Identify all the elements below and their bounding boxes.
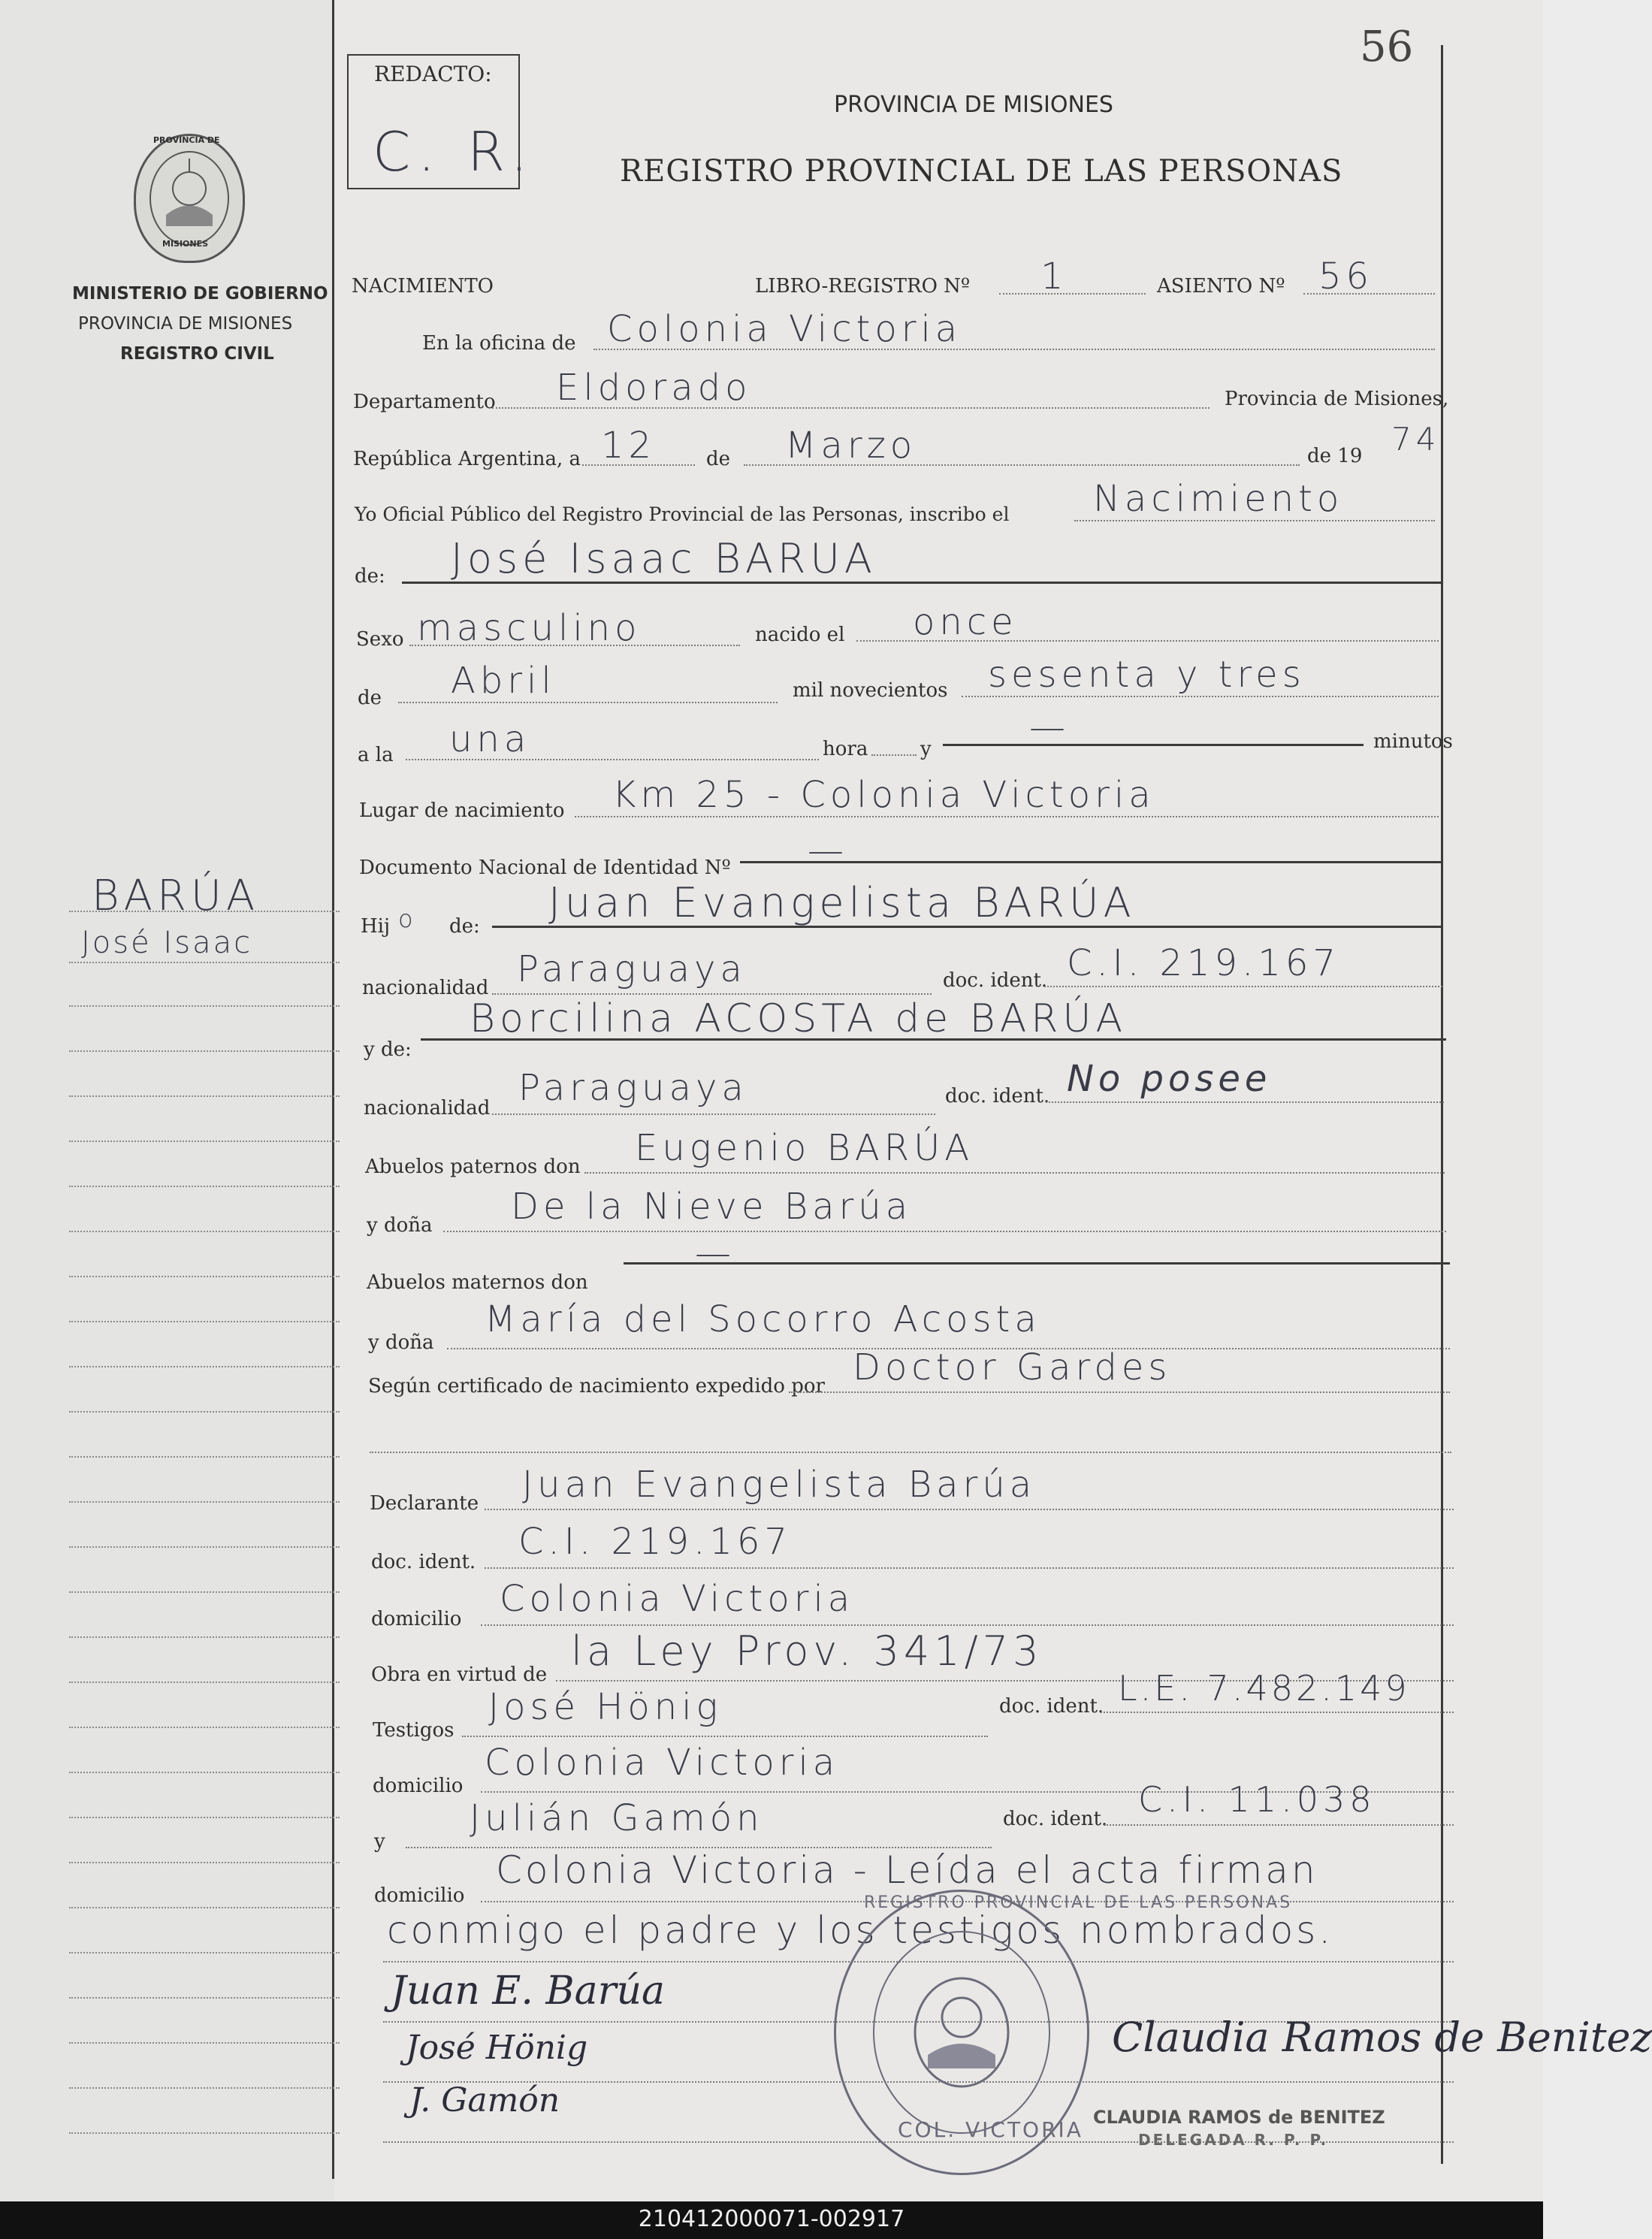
margin-rule <box>69 1682 340 1683</box>
abuelos-pat-label: Abuelos paternos don <box>365 1156 581 1178</box>
certificado-line <box>789 1391 1450 1393</box>
anio-nac-value: sesenta y tres <box>988 654 1306 696</box>
libro-line <box>999 293 1146 295</box>
anio-value: 74 <box>1391 421 1441 458</box>
abuelo-mat-value: — <box>695 1232 735 1274</box>
lugar-value: Km 25 - Colonia Victoria <box>612 774 1155 816</box>
declarante-value: Juan Evangelista Barúa <box>522 1464 1037 1506</box>
margin-surname: BARÚA <box>92 872 260 920</box>
testigo1-doc-label: doc. ident. <box>999 1695 1104 1718</box>
madre-doc-line <box>1046 1101 1444 1103</box>
stamp-ring-text: REGISTRO PROVINCIAL DE LAS PERSONAS <box>864 1893 1293 1912</box>
testigo2-doc-value: C.I. 11.038 <box>1138 1779 1376 1820</box>
anio-nac-line <box>962 696 1439 697</box>
footer-code: 210412000071-002917 <box>638 2206 905 2232</box>
dia-value: 12 <box>601 425 657 467</box>
margin-names: José Isaac <box>81 926 253 960</box>
testigo1-value: José Hönig <box>488 1686 723 1728</box>
mil-label: mil novecientos <box>793 679 948 702</box>
obra-value: la Ley Prov. 341/73 <box>571 1627 1043 1675</box>
de-label: de <box>706 448 731 470</box>
nacido-value: once <box>913 601 1018 643</box>
certificado-label: Según certificado de nacimiento expedido por <box>368 1375 825 1397</box>
oficina-value: Colonia Victoria <box>607 308 962 350</box>
margin-rule <box>69 1727 340 1728</box>
testigo1-doc-value: L.E. 7.482.149 <box>1118 1668 1410 1709</box>
decl-dom-line <box>481 1624 1454 1626</box>
abuelo-pat-line <box>584 1172 1445 1174</box>
margin-rule <box>69 1997 340 1999</box>
decl-dom-value: Colonia Victoria <box>500 1578 855 1620</box>
testigo2-doc-label: doc. ident. <box>1003 1808 1108 1830</box>
testigo2-dom-value: Colonia Victoria - Leída el acta firman <box>496 1848 1318 1892</box>
testigo1-line <box>462 1736 988 1737</box>
provincia-suffix: Provincia de Misiones, <box>1225 388 1449 410</box>
margin-rule <box>69 1952 340 1953</box>
ministry-line1: MINISTERIO DE GOBIERNO <box>72 284 328 304</box>
testigo2-doc-line <box>1104 1824 1454 1826</box>
de2-label: de: <box>355 565 385 588</box>
margin-rule <box>69 1276 340 1277</box>
obra-label: Obra en virtud de <box>371 1663 548 1686</box>
province-heading: PROVINCIA DE MISIONES <box>834 92 1113 118</box>
libro-label: LIBRO-REGISTRO Nº <box>755 275 971 298</box>
margin-rule <box>69 1095 340 1097</box>
asiento-label: ASIENTO Nº <box>1157 275 1285 298</box>
margin-rule <box>69 1862 340 1863</box>
signature-witness1: José Hönig <box>406 2029 588 2067</box>
testigo2-value: Julián Gamón <box>470 1797 764 1839</box>
margin-rule <box>69 911 340 912</box>
hijo-suffix: o <box>398 905 413 933</box>
official-name: CLAUDIA RAMOS de BENITEZ <box>1093 2107 1385 2128</box>
oficial-text: Yo Oficial Público del Registro Provincial de las Personas, inscribo el <box>355 503 1010 525</box>
nombre-value: José Isaac BARUA <box>451 535 877 582</box>
ydona-pat-label: y doña <box>367 1214 433 1237</box>
madre-doc-value: No posee <box>1067 1058 1272 1100</box>
seal-text-bottom: MISIONES <box>162 239 209 249</box>
margin-rule <box>69 1907 340 1908</box>
lugar-label: Lugar de nacimiento <box>359 799 565 822</box>
ministry-line3: REGISTRO CIVIL <box>120 344 274 364</box>
hora-label: hora <box>823 738 868 760</box>
mes-value: Marzo <box>785 425 917 467</box>
hijo-de-label: de: <box>449 915 480 938</box>
margin-rule <box>69 1817 340 1818</box>
margin-rule <box>69 1366 340 1367</box>
page-number: 56 <box>1360 23 1414 71</box>
sexo-value: masculino <box>417 607 642 649</box>
dni-value: — <box>808 829 848 872</box>
yde-label: y de: <box>364 1038 412 1061</box>
margin-rule <box>69 1591 340 1593</box>
stamp-bottom-text: COL. VICTORIA <box>898 2117 1083 2142</box>
margin-rule <box>69 1186 340 1187</box>
certificado-line2 <box>370 1452 1451 1453</box>
margin-rule <box>69 2132 340 2134</box>
mes-nac-line <box>398 702 778 703</box>
signature-father: Juan E. Barúa <box>391 1969 665 2014</box>
departamento-value: Eldorado <box>556 367 752 409</box>
libro-value: 1 <box>1040 255 1068 298</box>
lugar-line <box>575 816 1439 817</box>
madre-value: Borcilina ACOSTA de BARÚA <box>470 996 1128 1041</box>
margin-rule <box>69 1231 340 1232</box>
record-type-label: NACIMIENTO <box>352 275 494 298</box>
declarante-line <box>485 1509 1454 1510</box>
minutos-value: — <box>1029 706 1070 748</box>
madre-nac-line <box>492 1113 935 1115</box>
departamento-label: Departamento <box>353 391 496 413</box>
decl-doc-value: C.I. 219.167 <box>518 1521 792 1563</box>
madre-nac-label: nacionalidad <box>364 1097 491 1120</box>
inscribo-value: Nacimiento <box>1093 478 1344 520</box>
y-label: y <box>920 738 932 760</box>
margin-rule <box>69 1456 340 1458</box>
hijo-label: Hij <box>361 915 391 938</box>
minutos-label: minutos <box>1373 730 1453 753</box>
de3-label: de <box>358 687 382 709</box>
redacto-value: C. R. <box>373 120 536 183</box>
minutos-line <box>943 744 1364 746</box>
ala-label: a la <box>358 744 394 766</box>
decl-dom-label: domicilio <box>371 1608 462 1630</box>
margin-rule <box>69 1411 340 1413</box>
certificado-value: Doctor Gardes <box>853 1346 1172 1388</box>
margin-rule <box>69 1005 340 1007</box>
margin-rule <box>69 962 340 963</box>
signature-official: Claudia Ramos de Benitez <box>1112 2014 1652 2061</box>
dni-label: Documento Nacional de Identidad Nº <box>359 857 731 879</box>
asiento-value: 56 <box>1318 255 1374 298</box>
padre-doc-label: doc. ident. <box>943 969 1048 992</box>
abuelo-mat-line <box>624 1262 1450 1265</box>
margin-rule <box>69 1501 340 1503</box>
testigo2-dom-label: domicilio <box>374 1884 465 1907</box>
decl-doc-line <box>485 1567 1454 1569</box>
testigos-label: Testigos <box>373 1719 455 1742</box>
registry-heading: REGISTRO PROVINCIAL DE LAS PERSONAS <box>620 154 1343 189</box>
inscribo-line <box>1074 520 1435 521</box>
abuela-mat-value: María del Socorro Acosta <box>485 1298 1041 1340</box>
oficina-label: En la oficina de <box>422 332 576 355</box>
hora-value: una <box>449 718 531 760</box>
closing-value: conmigo el padre y los testigos nombrados. <box>387 1908 1334 1952</box>
official-title: DELEGADA R. P. P. <box>1138 2131 1329 2149</box>
declarante-label: Declarante <box>370 1492 479 1515</box>
margin-rule <box>69 1321 340 1322</box>
testigo1-dom-value: Colonia Victoria <box>485 1742 840 1784</box>
seal-text-top: PROVINCIA DE <box>153 135 220 145</box>
republica-label: República Argentina, a <box>353 448 581 470</box>
margin-rule <box>69 2087 340 2089</box>
redacto-label: REDACTO: <box>374 62 492 86</box>
ministry-line2: PROVINCIA DE MISIONES <box>78 314 293 334</box>
margin-rule <box>69 1772 340 1773</box>
margin-rule <box>69 2042 340 2044</box>
margin-rule <box>69 1141 340 1142</box>
y2-label: y <box>374 1830 385 1853</box>
abuela-pat-line <box>443 1231 1446 1232</box>
sexo-label: Sexo <box>356 628 404 651</box>
margin-rule <box>69 1050 340 1052</box>
right-border-line <box>1441 45 1443 2164</box>
anio-prefix: de 19 <box>1307 445 1363 467</box>
padre-nac-value: Paraguaya <box>517 948 747 990</box>
margin-rule <box>69 1636 340 1638</box>
testigo1-doc-line <box>1101 1712 1454 1713</box>
decl-doc-label: doc. ident. <box>371 1551 476 1573</box>
margin-rule <box>69 1546 340 1548</box>
abuelo-pat-value: Eugenio BARÚA <box>635 1127 974 1169</box>
mes-nac-value: Abril <box>451 660 556 702</box>
testigo1-dom-label: domicilio <box>373 1775 464 1797</box>
hora-label-line <box>871 754 917 756</box>
padre-value: Juan Evangelista BARÚA <box>548 879 1136 926</box>
ydona-mat-label: y doña <box>368 1331 434 1354</box>
abuela-pat-value: De la Nieve Barúa <box>511 1186 913 1228</box>
signature-witness2: J. Gamón <box>409 2081 560 2120</box>
padre-nac-line <box>492 993 932 995</box>
padre-doc-value: C.I. 219.167 <box>1067 942 1340 984</box>
abuelos-mat-label: Abuelos maternos don <box>367 1271 588 1294</box>
madre-doc-label: doc. ident. <box>945 1085 1050 1107</box>
madre-nac-value: Paraguaya <box>518 1067 748 1109</box>
nacido-label: nacido el <box>755 624 845 646</box>
padre-nac-label: nacionalidad <box>362 977 489 999</box>
padre-doc-line <box>1044 986 1442 987</box>
margin-divider-line <box>332 0 334 2179</box>
